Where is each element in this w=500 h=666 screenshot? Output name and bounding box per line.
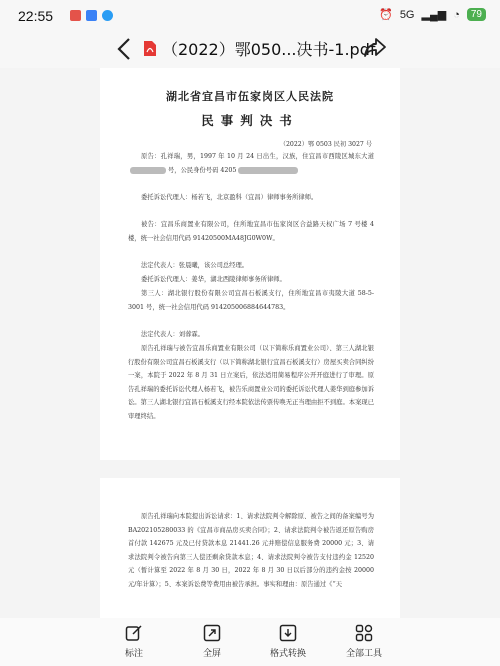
battery-indicator: 79 [467, 8, 486, 21]
fullscreen-button[interactable] [182, 620, 242, 659]
telegram-icon [102, 10, 113, 21]
status-indicators [379, 8, 486, 21]
status-time: 22:55 [18, 8, 54, 24]
redacted-block [238, 167, 298, 174]
back-icon[interactable] [110, 34, 140, 64]
case-background-paragraph: 原告孔祥瑞与被告宜昌乐商置业有限公司（以下简称乐商置业公司）、第三人湖北银行股份有限公司宜昌石板溪支行（以下简称湖北银行宜昌石板溪支行）房屋买卖合同纠纷一案，本院于 2022 年 8 月 31 日立案后，依法适用简易程序公开开庭进行了审理。原告孔祥瑞的委托诉讼代理人杨若飞，被告乐商置业公司的委托诉讼代理人姜华到庭参加诉讼。第三人湖北银行宜昌石板溪支行经本院依法传票传唤无正当理由拒不到庭。本案现已审理终结。 [128, 345, 374, 420]
document-type: 民事判决书 [201, 113, 299, 128]
annotate-button[interactable] [104, 620, 164, 659]
defendant-agent-paragraph: 委托诉讼代理人：姜华，湖北西陵律师事务所律师。 [141, 276, 286, 283]
app-notification-icon [86, 10, 97, 21]
edit-icon [125, 624, 143, 642]
redacted-block [130, 167, 166, 174]
court-name: 湖北省宜昌市伍家岗区人民法院 [166, 90, 334, 103]
pdf-page-1[interactable] [100, 68, 400, 460]
plaintiff-agent-paragraph: 委托诉讼代理人：杨若飞，北京盈科（宜昌）律师事务所律师。 [141, 194, 318, 201]
pdf-file-icon [143, 40, 157, 57]
share-icon[interactable] [362, 35, 388, 61]
document-title: （2022）鄂050...决书-1.pdf [162, 40, 376, 59]
grid-icon [355, 624, 373, 642]
bottom-toolbar [0, 618, 500, 666]
status-bar [0, 0, 500, 30]
notification-icons [70, 10, 113, 21]
signal-icon: ▂▄▆ [421, 9, 447, 21]
plaintiff-text: 原告：孔祥瑞，男，1997 年 10 月 24 日出生，汉族，住宜昌市西陵区城东大道 [141, 153, 374, 160]
plaintiff-text-cont: 号，公民身份号码 4205 [168, 166, 237, 174]
claims-paragraph: 原告孔祥瑞向本院提出诉讼请求：1、请求法院判令解除原、被告之间的备案编号为 BA202105280033 的《宜昌市商品房买卖合同》；2、请求法院判令被告返还原告购房首付款 142675 元及已付贷款本息 21441.26 元并赔偿信息服务费 20000 元；3、请求法院判令被告向第三人偿还剩余贷款本息；4、请求法院判令被告支付违约金 12520 元（暂计算至 2022 年 8 月 30 日，2022 年 8 月 30 日以后部分的违约金按 20000 元/年计算）；5、本案诉讼费等费用由被告承担。事实和理由：原告通过《“天 [128, 513, 374, 588]
convert-icon [279, 624, 297, 642]
wifi-icon: ◔ [453, 8, 460, 21]
case-number: （2022）鄂 0503 民初 3027 号 [279, 141, 372, 148]
all-tools-label: 全部工具 [345, 649, 382, 659]
convert-label: 格式转换 [269, 649, 306, 659]
fullscreen-icon [203, 624, 221, 642]
app-notification-icon [70, 10, 81, 21]
plaintiff-paragraph [128, 150, 374, 177]
annotate-label: 标注 [124, 649, 143, 659]
all-tools-button[interactable] [334, 620, 394, 659]
defendant-rep-paragraph: 法定代表人：张晨曦，该公司总经理。 [141, 262, 249, 269]
third-party-rep-paragraph: 法定代表人：刘蓉霖。 [141, 331, 204, 338]
alarm-icon: ⏰ [379, 9, 393, 21]
defendant-paragraph: 被告：宜昌乐商置业有限公司，住所地宜昌市伍家岗区合益路天权广场 7 号楼 4 楼，统一社会信用代码 91420500MA48JG0W0W。 [128, 221, 374, 242]
document-toolbar [0, 30, 500, 68]
third-party-paragraph: 第三人：湖北银行股份有限公司宜昌石板溪支行，住所地宜昌市夷陵大道 58-5-3001 号，统一社会信用代码 91420500688464478​3。 [128, 290, 374, 311]
signal-label: 5G [399, 8, 415, 21]
format-convert-button[interactable] [258, 620, 318, 659]
fullscreen-label: 全屏 [202, 649, 221, 659]
pdf-page-2[interactable] [100, 478, 400, 618]
